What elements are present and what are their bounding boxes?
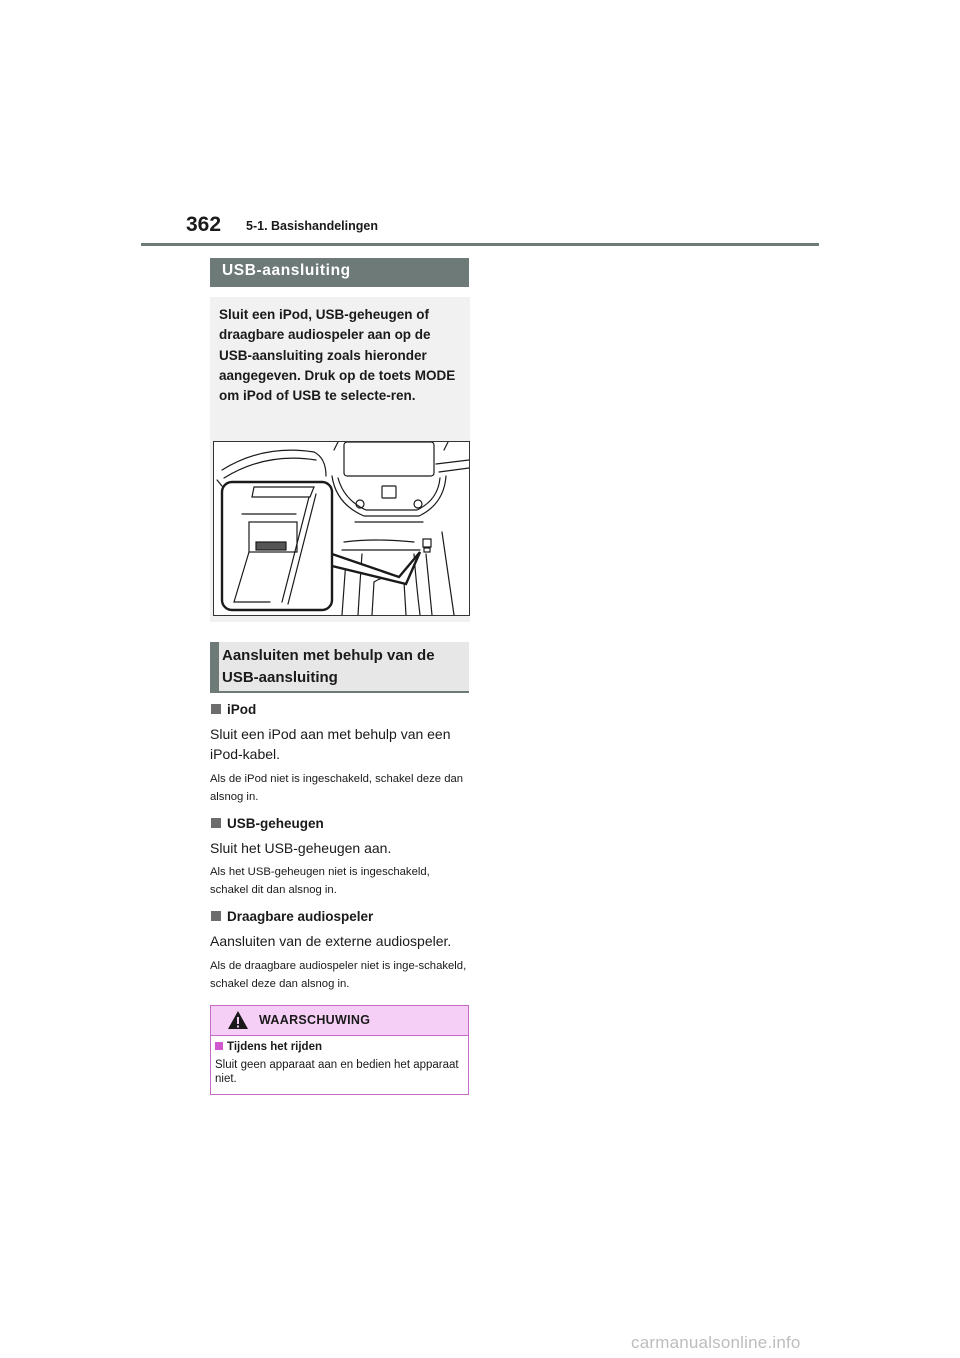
item-title-audio <box>211 909 373 924</box>
square-bullet-icon <box>211 704 221 714</box>
item-title-usb <box>211 816 324 831</box>
item-title-text: iPod <box>227 702 257 717</box>
warning-triangle-icon <box>227 1010 249 1030</box>
item-body-usb: Sluit het USB-geheugen aan. <box>210 840 392 856</box>
usb-port-illustration <box>213 441 470 616</box>
item-title-text: USB-geheugen <box>227 816 324 831</box>
square-bullet-icon <box>211 911 221 921</box>
section-reference: 5-1. Basishandelingen <box>246 219 378 233</box>
item-note-audio: Als de draagbare audiospeler niet is inge-schakeld, schakel deze dan alsnog in. <box>210 960 467 990</box>
warning-label: WAARSCHUWING <box>259 1013 371 1027</box>
heading-accent <box>210 642 219 691</box>
item-note-ipod: Als de iPod niet is ingeschakeld, schakel deze dan alsnog in. <box>210 773 464 803</box>
square-bullet-icon <box>211 818 221 828</box>
warning-box <box>210 1005 469 1095</box>
warning-title <box>215 1041 322 1053</box>
warning-title-text: Tijdens het rijden <box>227 1041 322 1053</box>
connect-heading-text: Aansluiten met behulp van de USB-aansluiting <box>222 647 435 686</box>
intro-text: Sluit een iPod, USB-geheugen of draagbare audiospeler aan op de USB-aansluiting zoals hieronder aangegeven. Druk op de toets MODE om iPod of USB te selecte-ren. <box>219 307 456 404</box>
intro-box <box>210 297 470 622</box>
item-title-ipod <box>211 702 256 717</box>
item-note-usb: Als het USB-geheugen niet is ingeschakeld, schakel dit dan alsnog in. <box>210 866 430 896</box>
connect-section-heading <box>210 642 469 693</box>
page-number: 362 <box>186 213 222 236</box>
item-title-text: Draagbare audiospeler <box>227 909 374 924</box>
item-body-audio: Aansluiten van de externe audiospeler. <box>210 933 452 949</box>
watermark: carmanualsonline.info <box>631 1333 801 1352</box>
header-rule <box>141 243 819 246</box>
square-bullet-icon <box>215 1042 223 1050</box>
usb-section-heading: USB-aansluiting <box>210 258 469 287</box>
warning-header <box>211 1006 468 1036</box>
item-body-ipod: Sluit een iPod aan met behulp van een iPod-kabel. <box>210 726 451 762</box>
warning-text: Sluit geen apparaat aan en bedien het apparaat niet. <box>215 1059 459 1085</box>
